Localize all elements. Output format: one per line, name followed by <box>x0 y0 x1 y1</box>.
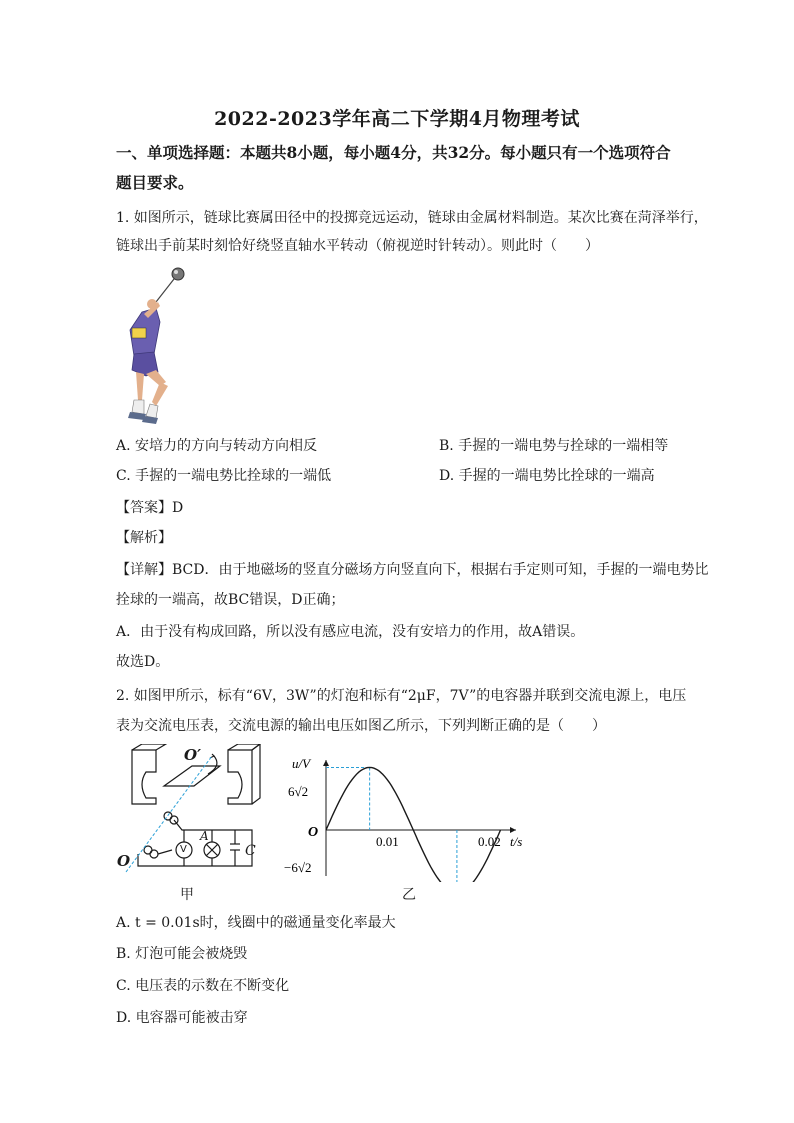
y-axis-arrow <box>323 760 329 766</box>
q2-option-a: A. t = 0.01s时，线圈中的磁通量变化率最大 <box>116 915 396 931</box>
exam-title: 2022-2023学年高二下学期4月物理考试 <box>214 108 580 130</box>
q1-stem-line1: 1. 如图所示，链球比赛属田径中的投掷竞远运动，链球由金属材料制造。某次比赛在菏泽举行， <box>116 210 708 226</box>
xtick-2-label: 0.02 <box>478 834 501 849</box>
section1-heading-line2: 题目要求。 <box>116 173 194 192</box>
q1-option-c: C. 手握的一端电势比拴球的一端低 <box>116 468 332 484</box>
voltmeter-symbol: V <box>180 844 187 855</box>
q1-answer: 【答案】D <box>116 500 184 516</box>
xtick-1-label: 0.01 <box>376 834 399 849</box>
label-o-prime: O′ <box>184 746 202 764</box>
q2-option-c: C. 电压表的示数在不断变化 <box>116 978 290 994</box>
q1-conclusion: 故选D。 <box>116 654 170 670</box>
q1-option-d: D. 手握的一端电势比拴球的一端高 <box>439 468 655 484</box>
q2-option-d: D. 电容器可能被击穿 <box>116 1010 248 1026</box>
q2-option-b: B. 灯泡可能会被烧毁 <box>116 946 248 962</box>
hammer-thrower-image <box>116 262 186 434</box>
label-c: C <box>245 843 256 859</box>
q1-option-a: A. 安培力的方向与转动方向相反 <box>116 438 318 454</box>
figure-yi-voltage-chart <box>282 752 532 882</box>
voltage-curve <box>326 767 501 882</box>
q1-analysis-label: 【解析】 <box>116 530 172 546</box>
section1-heading-line1: 一、单项选择题：本题共8小题，每小题4分，共32分。每小题只有一个选项符合 <box>116 143 671 162</box>
q2-stem-line1: 2. 如图甲所示，标有“6V，3W”的灯泡和标有“2μF，7V”的电容器并联到交流电源上，电压 <box>116 688 687 704</box>
figure-jia-caption: 甲 <box>180 887 194 903</box>
q1-stem-line2: 链球出手前某时刻恰好绕竖直轴水平转动（俯视逆时针转动）。则此时（ ） <box>116 238 599 254</box>
y-axis-label: u/V <box>292 756 311 771</box>
q1-detail-line2: 拴球的一端高，故BC错误，D正确； <box>116 592 345 608</box>
figure-yi-caption: 乙 <box>402 887 416 903</box>
x-axis-arrow <box>510 827 516 833</box>
label-a: A <box>200 829 209 843</box>
q2-stem-line2: 表为交流电压表，交流电源的输出电压如图乙所示，下列判断正确的是（ ） <box>116 718 606 734</box>
q1-detail-line1: 【详解】BCD．由于地磁场的竖直分磁场方向竖直向下，根据右手定则可知，手握的一端电势比 <box>116 562 709 578</box>
ytick-pos-label: 6√2 <box>288 784 309 799</box>
origin-label: O <box>308 825 319 840</box>
x-axis-label: t/s <box>510 834 523 849</box>
q1-detail-line3: A．由于没有构成回路，所以没有感应电流，没有安培力的作用，故A错误。 <box>116 624 585 640</box>
ytick-neg-label: −6√2 <box>284 860 312 875</box>
label-o: O <box>117 852 131 870</box>
q1-option-b: B. 手握的一端电势与拴球的一端相等 <box>439 438 669 454</box>
